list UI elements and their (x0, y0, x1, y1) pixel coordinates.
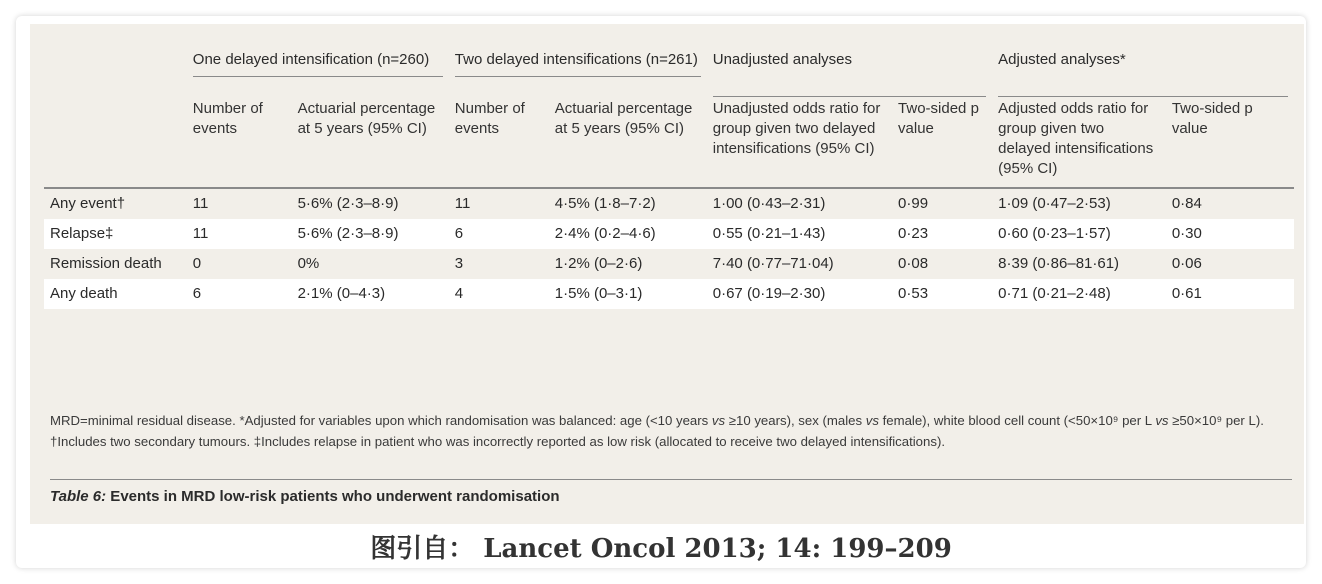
group-adj-label: Adjusted analyses* (998, 51, 1126, 68)
cell-events-two: 6 (449, 219, 549, 249)
footnote-part: MRD=minimal residual disease. *Adjusted for variables upon which randomisation was balanced: age (<10 years (50, 413, 712, 428)
screenshot-frame (16, 16, 1306, 568)
cell-unadj-p: 0·23 (892, 219, 992, 249)
cell-adj-p: 0·84 (1171, 195, 1202, 212)
cell-unadj-p: 0·08 (898, 255, 929, 272)
col-pct-two: Actuarial percentage at 5 years (95% CI) (554, 100, 693, 137)
group-two-label: Two delayed intensifications (n=261) (454, 51, 698, 68)
caption-rule (50, 479, 1292, 480)
group-one-delayed (187, 50, 449, 97)
row-label: Any event† (50, 195, 126, 212)
cell-adj-or: 0·71 (0·21–2·48) (992, 279, 1166, 309)
group-rule (193, 76, 443, 77)
cell-adj-or: 8·39 (0·86–81·61) (998, 255, 1120, 272)
col-events-two: Number of events (454, 100, 525, 137)
sub-header-row (44, 97, 1294, 187)
cell-pct-one: 5·6% (2·3–8·9) (297, 195, 399, 212)
col-unadj-or: Unadjusted odds ratio for group given two delayed intensifications (95% CI) (712, 100, 881, 157)
cell-events-one: 6 (187, 279, 292, 309)
cell-adj-p: 0·06 (1171, 255, 1202, 272)
table-footnote (50, 410, 1290, 452)
cell-unadj-or: 7·40 (0·77–71·04) (712, 255, 834, 272)
row-label: Remission death (50, 255, 162, 272)
cell-adj-or: 0·60 (0·23–1·57) (992, 219, 1166, 249)
cell-pct-two: 4·5% (1·8–7·2) (554, 195, 656, 212)
row-label: Any death (44, 279, 187, 309)
cell-unadj-p: 0·99 (898, 195, 929, 212)
cell-events-two: 4 (449, 279, 549, 309)
table-panel (30, 24, 1304, 524)
cell-events-one: 11 (187, 219, 292, 249)
stub-subheader (44, 97, 187, 187)
col-pct-one: Actuarial percentage at 5 years (95% CI) (297, 100, 436, 137)
source-citation: 图引自： Lancet Oncol 2013; 14: 199–209 (370, 534, 952, 564)
cell-pct-one: 0% (297, 255, 320, 272)
group-unadj-label: Unadjusted analyses (712, 51, 853, 68)
table-caption (50, 488, 560, 505)
cell-pct-two: 1·5% (0–3·1) (549, 279, 707, 309)
cell-unadj-or: 0·67 (0·19–2·30) (707, 279, 892, 309)
caption-text: Events in MRD low-risk patients who underwent randomisation (106, 488, 560, 505)
cell-unadj-p: 0·53 (892, 279, 992, 309)
cell-pct-one: 5·6% (2·3–8·9) (292, 219, 449, 249)
table-row (44, 219, 1294, 249)
row-label: Relapse‡ (44, 219, 187, 249)
cell-events-one: 11 (192, 195, 209, 212)
cell-adj-p: 0·61 (1166, 279, 1294, 309)
group-one-label: One delayed intensification (n=260) (192, 51, 430, 68)
cell-events-two: 11 (454, 195, 471, 212)
col-adj-p: Two-sided p value (1171, 100, 1253, 137)
footnote-vs: vs (711, 413, 726, 428)
footnote-part: female), white blood cell count (<50×10⁹ per L (878, 413, 1156, 428)
cell-adj-p: 0·30 (1166, 219, 1294, 249)
footnote-vs: vs (1155, 413, 1169, 428)
footnote-part: ≥10 years), sex (males (725, 413, 866, 428)
cell-pct-one: 2·1% (0–4·3) (292, 279, 449, 309)
group-unadjusted (707, 50, 992, 97)
cell-unadj-or: 0·55 (0·21–1·43) (707, 219, 892, 249)
footnote-part: ≥50×10⁹ per L). †Includes two secondary tumours. ‡Includes relapse in patient who was incorrectly reported as low risk (allocated to receive two delayed intensifications). (50, 413, 1264, 449)
caption-prefix: Table 6: (50, 488, 107, 505)
footnote-vs: vs (865, 413, 879, 428)
col-unadj-p: Two-sided p value (898, 100, 979, 137)
group-rule (455, 76, 701, 77)
cell-unadj-or: 1·00 (0·43–2·31) (712, 195, 826, 212)
cell-events-two: 3 (454, 255, 464, 272)
col-adj-or: Adjusted odds ratio for group given two delayed intensifications (95% CI) (998, 100, 1154, 177)
cell-events-one: 0 (192, 255, 202, 272)
group-two-delayed (449, 50, 707, 97)
stub-header (44, 50, 187, 97)
cell-pct-two: 2·4% (0·2–4·6) (549, 219, 707, 249)
cell-adj-or: 1·09 (0·47–2·53) (998, 195, 1111, 212)
table-row (44, 249, 1294, 279)
cell-pct-two: 1·2% (0–2·6) (554, 255, 643, 272)
group-adjusted (992, 50, 1294, 97)
table-row (44, 189, 1294, 219)
events-table (44, 50, 1294, 309)
col-events-one: Number of events (192, 100, 263, 137)
table-row (44, 279, 1294, 309)
group-header-row (44, 50, 1294, 97)
